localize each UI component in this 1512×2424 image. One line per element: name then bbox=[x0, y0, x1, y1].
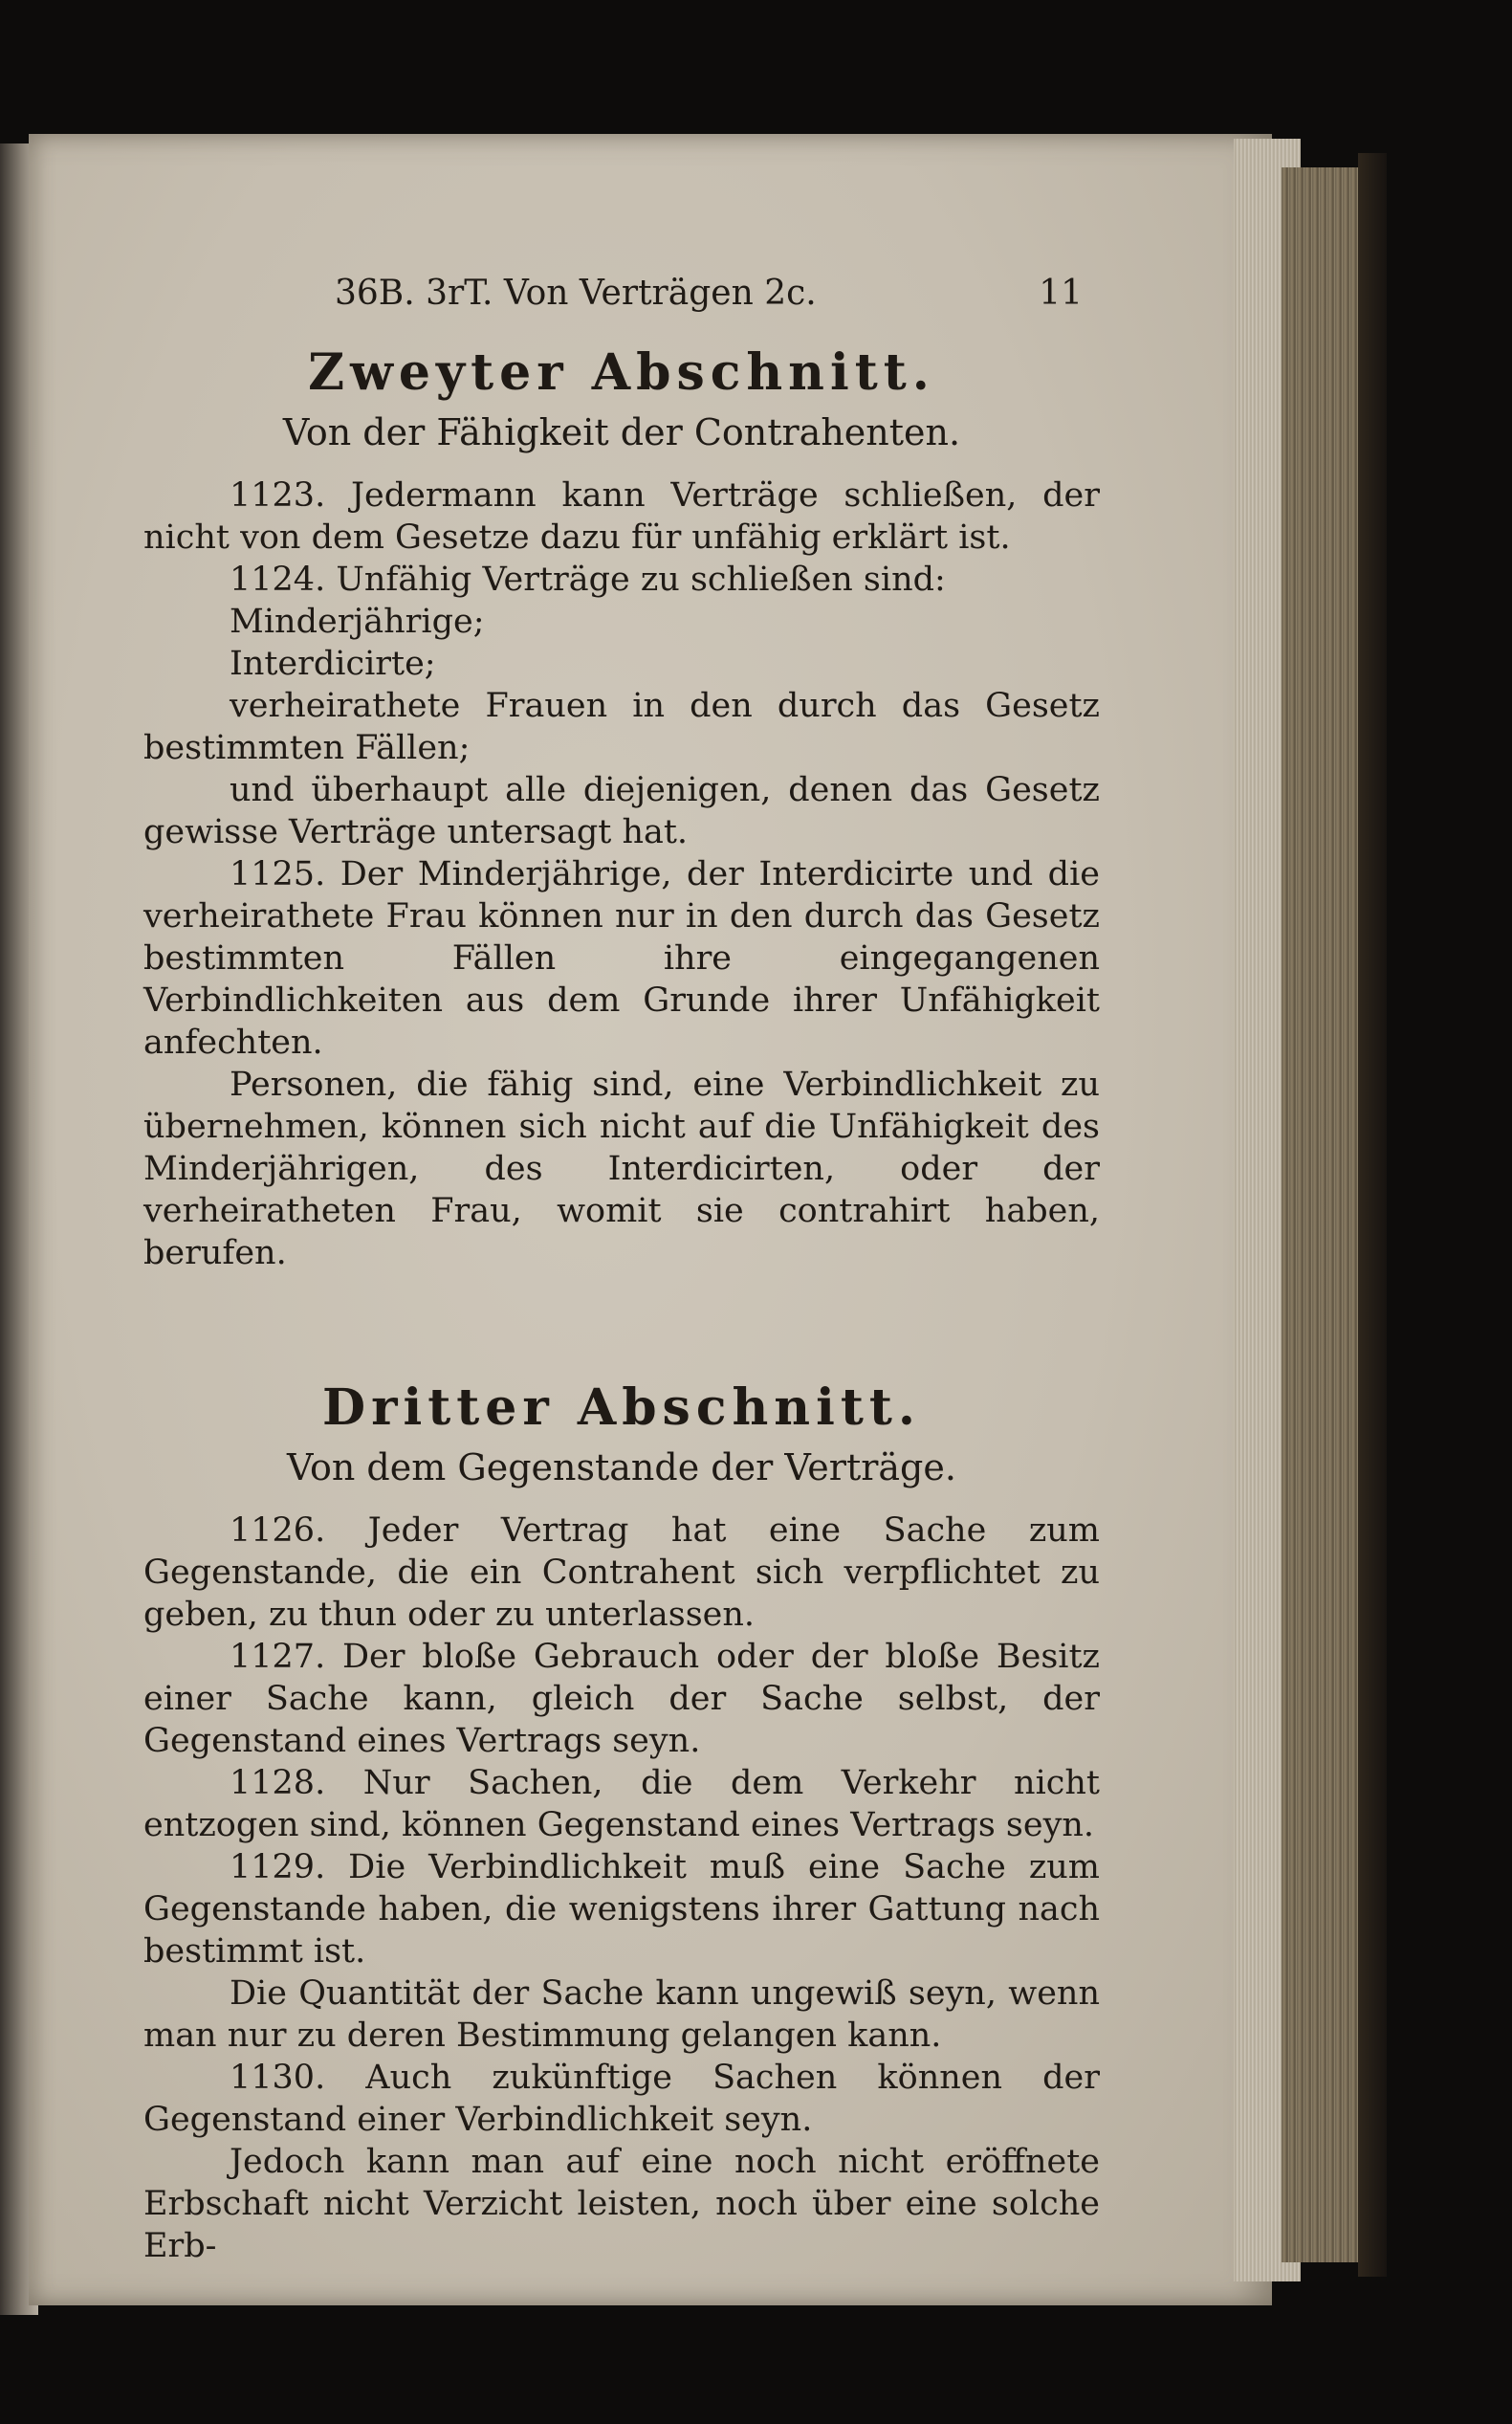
article-1126: 1126. Jeder Vertrag hat eine Sache zum Gegenstande, die ein Contrahent sich verpflichtet zu geben, zu thun oder zu unterlassen. bbox=[143, 1511, 1100, 1634]
paragraph: Personen, die fähig sind, eine Verbindlichkeit zu übernehmen, können sich nicht auf die Unfähigkeit des Minderjährigen, des Interdicirten, oder der verheiratheten Frau, womit sie contrahirt haben, berufen. bbox=[143, 1066, 1100, 1272]
article-1124: 1124. Unfähig Verträge zu schließen sind: bbox=[230, 561, 946, 599]
section-gap bbox=[143, 1274, 1100, 1360]
section-title-3: Dritter Abschnitt. bbox=[321, 1378, 922, 1437]
section-subtitle-3: Von dem Gegenstande der Verträge. bbox=[287, 1446, 956, 1488]
section-title-2: Zweyter Abschnitt. bbox=[308, 343, 935, 402]
running-title: 36B. 3rT. Von Verträgen 2c. bbox=[335, 274, 817, 313]
page-text bbox=[143, 268, 1100, 2267]
article-1127: 1127. Der bloße Gebrauch oder der bloße Besitz einer Sache kann, gleich der Sache selbst, der Gegenstand eines Vertrags seyn. bbox=[143, 1638, 1100, 1760]
section-subtitle-2: Von der Fähigkeit der Contrahenten. bbox=[282, 411, 961, 453]
article-1125: 1125. Der Minderjährige, der Interdicirte und die verheirathete Frau können nur in den durch das Gesetz bestimmten Fällen ihre eingegangenen Verbindlichkeiten aus dem Grunde ihrer Unfähigkeit anfechten. bbox=[143, 855, 1100, 1062]
page-header bbox=[143, 268, 1100, 325]
list-item: Interdicirte; bbox=[230, 645, 436, 683]
article-1123: 1123. Jedermann kann Verträge schließen, der nicht von dem Gesetze dazu für unfähig erklärt ist. bbox=[143, 476, 1100, 557]
page-number: 11 bbox=[1039, 274, 1083, 313]
article-1129: 1129. Die Verbindlichkeit muß eine Sache zum Gegenstande haben, die wenigstens ihrer Gattung nach bestimmt ist. bbox=[143, 1848, 1100, 1971]
list-item: Minderjährige; bbox=[230, 603, 485, 641]
article-1130: 1130. Auch zukünftige Sachen können der Gegenstand einer Verbindlichkeit seyn. bbox=[143, 2059, 1100, 2139]
paragraph: Die Quantität der Sache kann ungewiß seyn, wenn man nur zu deren Bestimmung gelangen kann. bbox=[143, 1974, 1100, 2055]
paragraph: Jedoch kann man auf eine noch nicht eröffnete Erbschaft nicht Verzicht leisten, noch über eine solche Erb- bbox=[143, 2143, 1100, 2265]
list-item: und überhaupt alle diejenigen, denen das Gesetz gewisse Verträge untersagt hat. bbox=[143, 771, 1100, 851]
book-cover-edge bbox=[1358, 153, 1387, 2277]
list-item: verheirathete Frauen in den durch das Gesetz bestimmten Fällen; bbox=[143, 687, 1100, 767]
article-1128: 1128. Nur Sachen, die dem Verkehr nicht entzogen sind, können Gegenstand eines Vertrags seyn. bbox=[143, 1764, 1100, 1844]
